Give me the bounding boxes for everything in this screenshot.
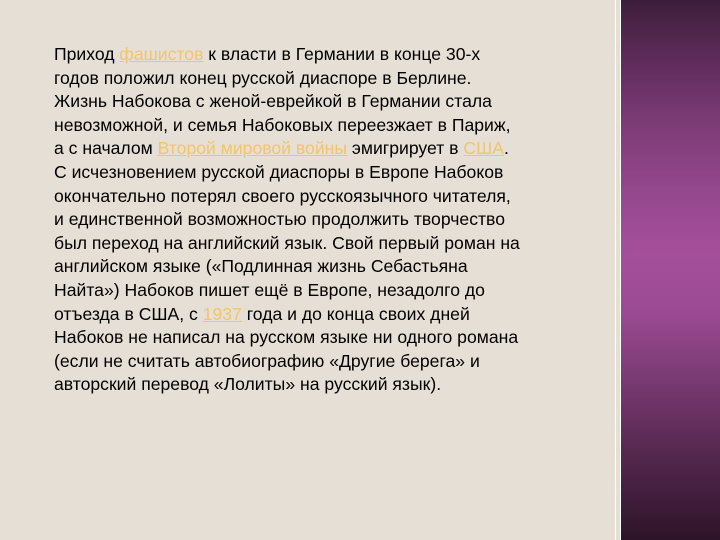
link-usa[interactable]: США [463,138,504,159]
text-segment: . С исчезновением русской диаспоры в Европе Набоков окончательно потерял своего русскоязычного читателя, и единственной возможностью продолжить творчество был переход на английский язык. Свой первый роман на английском языке («Подлинная жизнь Себастьяна Найта») Набоков пишет ещё в Европе, незадолго до отъезда в США, с [54,138,520,324]
link-world-war-two[interactable]: Второй мировой войны [157,138,348,159]
link-1937[interactable]: 1937 [202,303,242,324]
decorative-side-band [621,0,720,540]
text-segment: к власти в Германии в конце 30-х годов положил конец русской диаспоре в Берлине. Жизнь Набокова с женой-еврейкой в Германии стала невозможной, и семья Набоковых переезжает в Париж, а с началом [54,44,511,159]
text-segment: года и до конца своих дней Набоков не написал на русском языке ни одного романа (если не считать автобиографию «Другие берега» и авторский перевод «Лолиты» на русский язык). [54,303,519,395]
text-segment: Приход [54,44,120,64]
body-paragraph [54,43,524,397]
text-segment: эмигрирует в [347,138,464,159]
link-fascists[interactable]: фашистов [119,44,204,64]
